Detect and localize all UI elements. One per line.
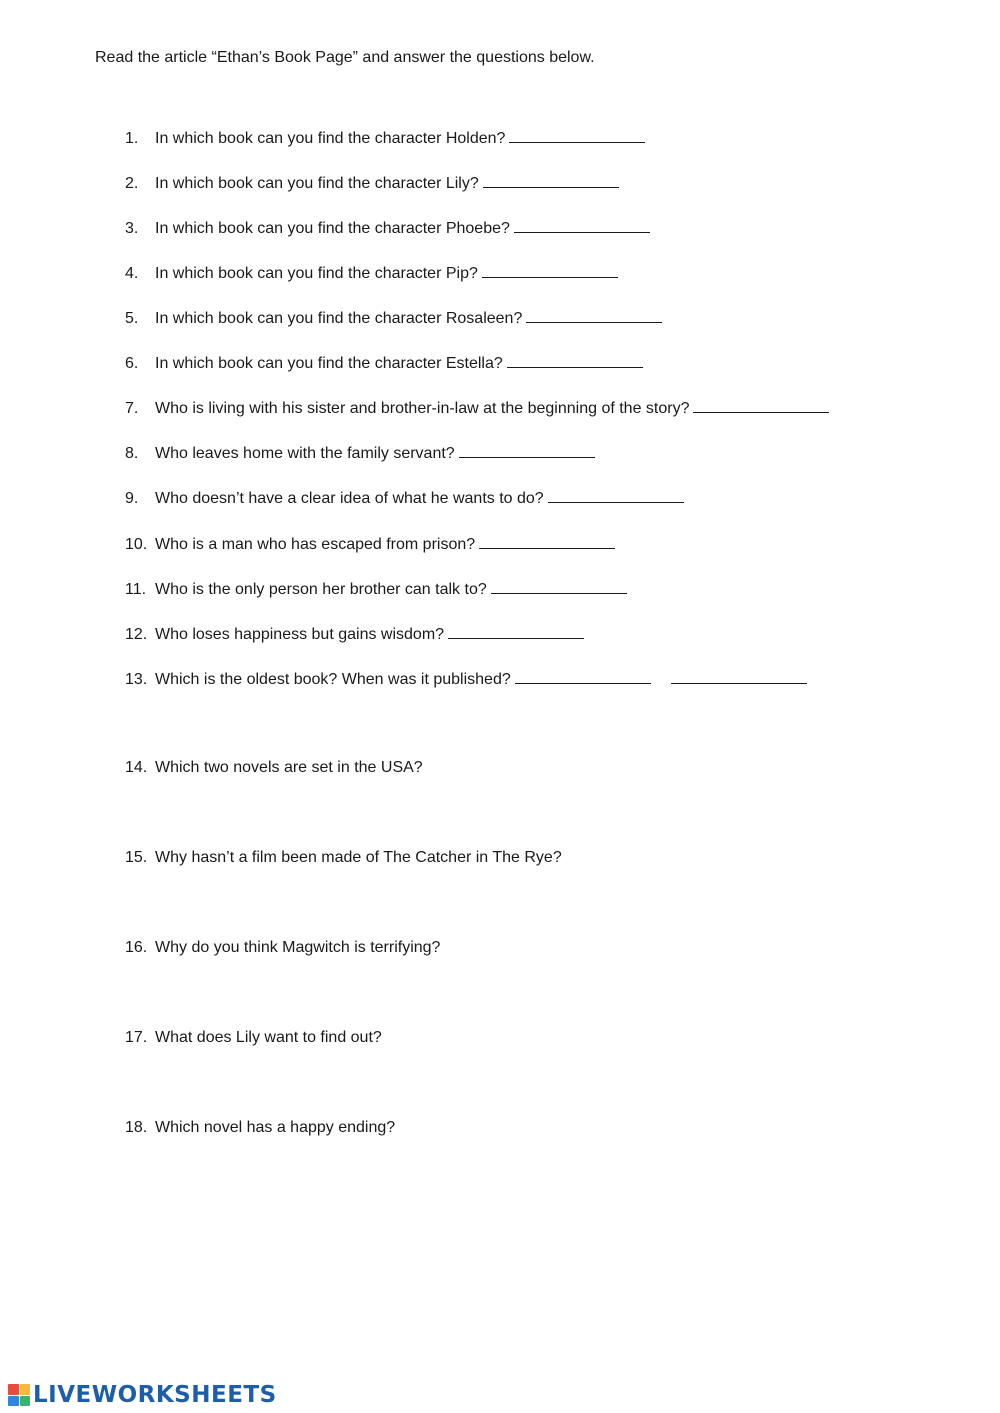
question-12 xyxy=(125,623,584,645)
question-number: 16. xyxy=(125,939,148,956)
question-text: In which book can you find the character Rosaleen? xyxy=(155,310,523,327)
answer-blank[interactable] xyxy=(509,127,645,143)
question-text: What does Lily want to find out? xyxy=(155,1029,382,1046)
question-text: Who is the only person her brother can talk to? xyxy=(155,581,487,598)
question-11 xyxy=(125,578,627,600)
question-number: 14. xyxy=(125,759,148,776)
logo-text: LIVEWORKSHEETS xyxy=(33,1382,277,1408)
liveworksheets-logo xyxy=(8,1382,277,1408)
question-text: Why hasn’t a film been made of The Catcher in The Rye? xyxy=(155,849,562,866)
answer-blank-year[interactable] xyxy=(671,668,807,684)
question-number: 18. xyxy=(125,1119,148,1136)
question-text: In which book can you find the character Lily? xyxy=(155,175,479,192)
question-number: 13. xyxy=(125,671,148,688)
instructions: Read the article “Ethan’s Book Page” and answer the questions below. xyxy=(95,49,595,66)
answer-blank[interactable] xyxy=(482,262,618,278)
question-16 xyxy=(125,938,440,958)
question-6 xyxy=(125,352,643,374)
answer-blank[interactable] xyxy=(693,397,829,413)
question-text: In which book can you find the character Holden? xyxy=(155,130,506,147)
question-number: 17. xyxy=(125,1029,148,1046)
question-number: 9. xyxy=(125,490,139,507)
question-1 xyxy=(125,127,645,149)
answer-blank[interactable] xyxy=(448,623,584,639)
question-4 xyxy=(125,262,618,284)
question-text: Who loses happiness but gains wisdom? xyxy=(155,626,445,643)
question-text: Who doesn’t have a clear idea of what he wants to do? xyxy=(155,490,544,507)
question-number: 12. xyxy=(125,626,148,643)
question-8 xyxy=(125,442,595,464)
answer-blank[interactable] xyxy=(507,352,643,368)
answer-blank[interactable] xyxy=(483,172,619,188)
question-13 xyxy=(125,668,807,690)
question-18 xyxy=(125,1118,395,1138)
answer-blank[interactable] xyxy=(526,307,662,323)
question-number: 8. xyxy=(125,445,139,462)
question-text: Which is the oldest book? When was it published? xyxy=(155,671,511,688)
answer-blank-book[interactable] xyxy=(515,668,651,684)
question-text: Which two novels are set in the USA? xyxy=(155,759,423,776)
question-number: 11. xyxy=(125,581,147,598)
question-text: Who is living with his sister and brother-in-law at the beginning of the story? xyxy=(155,400,690,417)
question-10 xyxy=(125,533,615,555)
question-text: In which book can you find the character Phoebe? xyxy=(155,220,510,237)
answer-blank[interactable] xyxy=(491,578,627,594)
question-number: 2. xyxy=(125,175,139,192)
question-3 xyxy=(125,217,650,239)
question-number: 15. xyxy=(125,849,148,866)
question-7 xyxy=(125,397,829,419)
question-text: Who leaves home with the family servant? xyxy=(155,445,455,462)
answer-blank[interactable] xyxy=(514,217,650,233)
question-15 xyxy=(125,848,562,868)
answer-blank[interactable] xyxy=(479,533,615,549)
question-number: 4. xyxy=(125,265,139,282)
answer-blank[interactable] xyxy=(459,442,595,458)
question-number: 3. xyxy=(125,220,139,237)
question-text: In which book can you find the character Estella? xyxy=(155,355,503,372)
question-14 xyxy=(125,758,423,778)
question-9 xyxy=(125,487,684,509)
question-5 xyxy=(125,307,662,329)
question-number: 10. xyxy=(125,536,148,553)
logo-blocks-icon xyxy=(8,1384,30,1406)
question-number: 6. xyxy=(125,355,139,372)
question-17 xyxy=(125,1028,382,1048)
question-text: In which book can you find the character Pip? xyxy=(155,265,478,282)
answer-blank[interactable] xyxy=(548,487,684,503)
question-text: Who is a man who has escaped from prison? xyxy=(155,536,476,553)
question-number: 5. xyxy=(125,310,139,327)
question-text: Why do you think Magwitch is terrifying? xyxy=(155,939,441,956)
question-number: 7. xyxy=(125,400,139,417)
question-text: Which novel has a happy ending? xyxy=(155,1119,396,1136)
question-number: 1. xyxy=(125,130,139,147)
question-2 xyxy=(125,172,619,194)
